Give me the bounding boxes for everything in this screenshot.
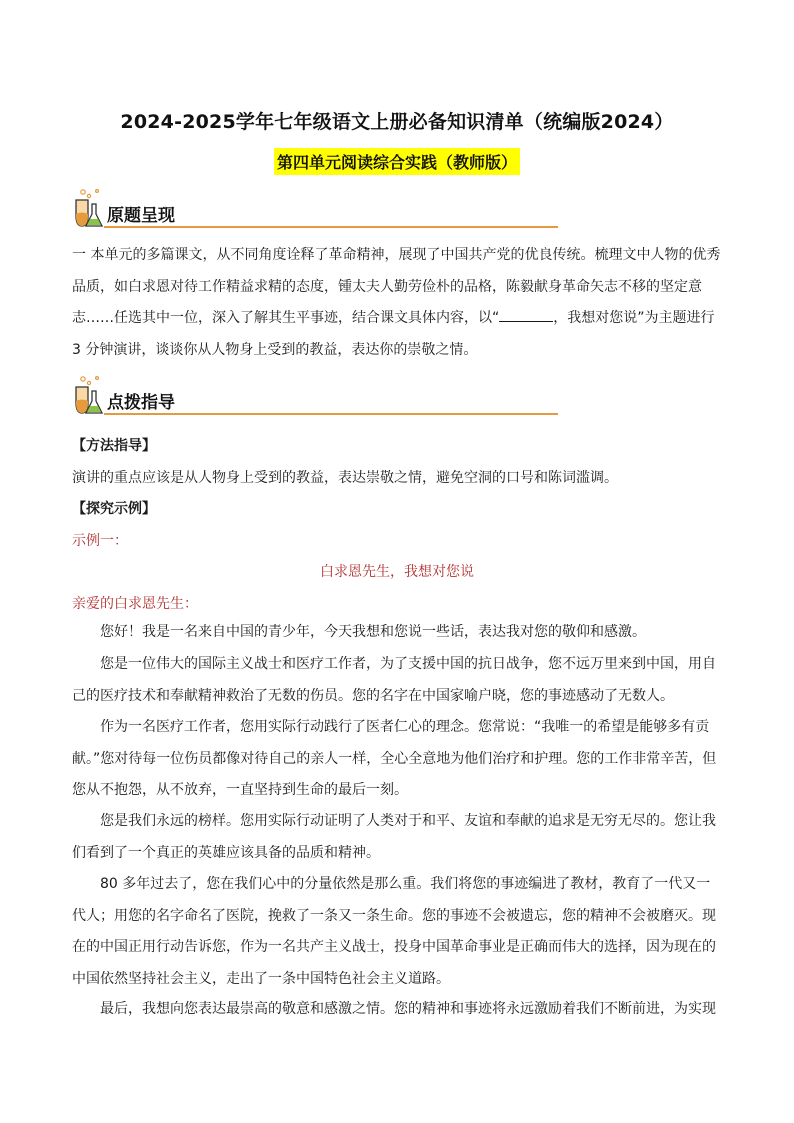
question-text-part1: 一 本单元的多篇课文，从不同角度诠释了革命精神，展现了中国共产党的优良传统。梳理文中人物的优秀品质，如白求恩对待工作精益求精的态度，锺太夫人勤劳俭朴的品格，陈毅献身革命矢志不移的坚定意志……任选其中一位，深入了解其生平事迹，结合课文具体内容，以“ bbox=[72, 247, 721, 326]
question-text bbox=[72, 240, 724, 366]
example-label: 示例一： bbox=[72, 533, 128, 549]
speech-paragraph: 您好！我是一名来自中国的青少年，今天我想和您说一些话，表达我对您的敬仰和感激。 bbox=[100, 624, 646, 640]
lab-flask-icon bbox=[70, 188, 104, 230]
speech-paragraph: 最后，我想向您表达最崇高的敬意和感激之情。您的精神和事迹将永远激励着我们不断前进，为实现 bbox=[100, 1001, 716, 1017]
section-divider bbox=[104, 226, 558, 228]
section-divider bbox=[104, 413, 558, 415]
subtitle-wrap bbox=[0, 148, 794, 175]
question-text-part2: ，我想对您说”为主题进行 3 分钟演讲，谈谈你从人物身上受到的教益，表达你的崇敬之情。 bbox=[72, 310, 715, 358]
lab-flask-icon bbox=[70, 375, 104, 417]
speech-paragraph: 您是一位伟大的国际主义战士和医疗工作者，为了支援中国的抗日战争，您不远万里来到中国，用自己的医疗技术和奉献精神救治了无数的伤员。您的名字在中国家喻户晓，您的事迹感动了无数人。 bbox=[72, 656, 716, 704]
method-text: 演讲的重点应该是从人物身上受到的教益，表达崇敬之情，避免空洞的口号和陈词滥调。 bbox=[72, 470, 618, 486]
speech-greeting: 亲爱的白求恩先生： bbox=[72, 596, 198, 612]
document-subtitle: 第四单元阅读综合实践（教师版） bbox=[274, 148, 520, 175]
section-title-guidance: 点拨指导 bbox=[107, 393, 175, 413]
speech-paragraph: 您是我们永远的榜样。您用实际行动证明了人类对于和平、友谊和奉献的追求是无穷无尽的。您让我们看到了一个真正的英雄应该具备的品质和精神。 bbox=[72, 813, 716, 861]
fill-in-blank bbox=[499, 307, 553, 322]
speech-title: 白求恩先生，我想对您说 bbox=[320, 564, 474, 580]
speech-paragraph: 作为一名医疗工作者，您用实际行动践行了医者仁心的理念。您常说：“我唯一的希望是能够多有贡献。”您对待每一位伤员都像对待自己的亲人一样，全心全意地为他们治疗和护理。您的工作非常辛苦，但您从不抱怨，从不放弃，一直坚持到生命的最后一刻。 bbox=[72, 719, 717, 798]
speech-paragraph: 80 多年过去了，您在我们心中的分量依然是那么重。我们将您的事迹编进了教材，教育了一代又一代人；用您的名字命名了医院，挽救了一条又一条生命。您的事迹不会被遗忘，您的精神不会被磨灭。现在的中国正用行动告诉您，作为一名共产主义战士，投身中国革命事业是正确而伟大的选择，因为现在的中国依然坚持社会主义，走出了一条中国特色社会主义道路。 bbox=[72, 876, 716, 987]
section-title-original-question: 原题呈现 bbox=[107, 206, 175, 226]
example-heading: 【探究示例】 bbox=[72, 501, 156, 517]
section-header-guidance bbox=[70, 375, 558, 417]
section-header-original-question bbox=[70, 188, 558, 230]
document-title: 2024-2025学年七年级语文上册必备知识清单（统编版2024） bbox=[120, 111, 674, 133]
method-heading: 【方法指导】 bbox=[72, 438, 156, 454]
